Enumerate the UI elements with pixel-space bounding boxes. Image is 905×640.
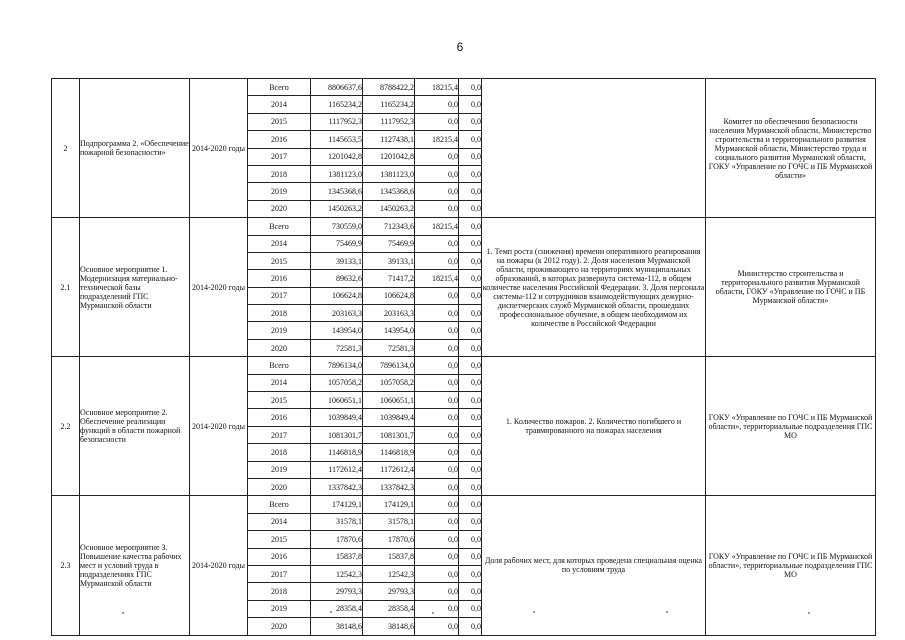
federal-budget-value: 0,0	[415, 252, 459, 269]
regional-budget-value: 1146818,9	[363, 444, 415, 461]
federal-budget-value: 0,0	[415, 409, 459, 426]
total-value: 15837,8	[311, 548, 363, 565]
total-value: 1081301,7	[311, 426, 363, 443]
other-source-value: 0,0	[459, 565, 482, 582]
year-label: 2017	[248, 148, 311, 165]
total-value: 8806637,6	[311, 79, 363, 96]
federal-budget-value: 0,0	[415, 548, 459, 565]
other-source-value: 0,0	[459, 218, 482, 235]
total-value: 203163,3	[311, 305, 363, 322]
other-source-value: 0,0	[459, 496, 482, 513]
regional-budget-value: 1337842,3	[363, 478, 415, 495]
federal-budget-value: 0,0	[415, 618, 459, 635]
total-value: 174129,1	[311, 496, 363, 513]
year-label: 2018	[248, 305, 311, 322]
year-label: 2015	[248, 531, 311, 548]
table-row	[52, 218, 876, 235]
federal-budget-value: 0,0	[415, 183, 459, 200]
federal-budget-value: 0,0	[415, 305, 459, 322]
other-source-value: 0,0	[459, 374, 482, 391]
federal-budget-value: 18215,4	[415, 218, 459, 235]
year-label: 2019	[248, 600, 311, 617]
item-number: 2	[52, 79, 80, 218]
federal-budget-value: 0,0	[415, 426, 459, 443]
total-value: 31578,1	[311, 513, 363, 530]
item-number: 2.3	[52, 496, 80, 635]
regional-budget-value: 712343,6	[363, 218, 415, 235]
regional-budget-value: 29793,3	[363, 583, 415, 600]
table-row	[52, 496, 876, 513]
year-label: 2015	[248, 392, 311, 409]
total-value: 730559,0	[311, 218, 363, 235]
year-label: 2016	[248, 409, 311, 426]
indicator-cell: 1. Темп роста (снижения) времени оперативного реагирования на пожары (к 2012 году). 2. Доля населения Мурманской области, проживающего на территориях муниципальных образований, в которых развернута система-112, в общем количестве населения Российской Федерации. 3. Доля персонала системы-112 и сотрудников взаимодействующих дежурно-диспетчерских служб Мурманской области, прошедших профессиональное обучение, в общем необходимом их количестве в Российской Федерации	[482, 218, 706, 357]
other-source-value: 0,0	[459, 392, 482, 409]
regional-budget-value: 1381123,0	[363, 165, 415, 182]
item-name: Основное мероприятие 3. Повышение качества рабочих мест и условий труда в подразделениях ГПС Мурманской области	[80, 496, 190, 635]
year-label: 2017	[248, 426, 311, 443]
regional-budget-value: 1127438,1	[363, 131, 415, 148]
total-value: 143954,0	[311, 322, 363, 339]
total-value: 72581,3	[311, 339, 363, 356]
year-label: Всего	[248, 357, 311, 374]
total-value: 29793,3	[311, 583, 363, 600]
federal-budget-value: 0,0	[415, 444, 459, 461]
scan-speck	[808, 612, 810, 614]
total-value: 1060651,1	[311, 392, 363, 409]
year-label: 2014	[248, 513, 311, 530]
total-value: 38148,6	[311, 618, 363, 635]
federal-budget-value: 0,0	[415, 374, 459, 391]
indicator-cell: Доля рабочих мест, для которых проведена специальная оценка по условиям труда	[482, 496, 706, 635]
total-value: 1381123,0	[311, 165, 363, 182]
other-source-value: 0,0	[459, 270, 482, 287]
scan-speck	[432, 612, 434, 614]
total-value: 12542,3	[311, 565, 363, 582]
other-source-value: 0,0	[459, 583, 482, 600]
other-source-value: 0,0	[459, 252, 482, 269]
regional-budget-value: 28358,4	[363, 600, 415, 617]
regional-budget-value: 15837,8	[363, 548, 415, 565]
regional-budget-value: 12542,3	[363, 565, 415, 582]
other-source-value: 0,0	[459, 113, 482, 130]
regional-budget-value: 38148,6	[363, 618, 415, 635]
other-source-value: 0,0	[459, 287, 482, 304]
year-label: Всего	[248, 496, 311, 513]
year-label: 2018	[248, 583, 311, 600]
other-source-value: 0,0	[459, 531, 482, 548]
federal-budget-value: 0,0	[415, 113, 459, 130]
other-source-value: 0,0	[459, 131, 482, 148]
year-label: 2015	[248, 113, 311, 130]
regional-budget-value: 143954,0	[363, 322, 415, 339]
regional-budget-value: 1201042,8	[363, 148, 415, 165]
other-source-value: 0,0	[459, 235, 482, 252]
total-value: 7896134,0	[311, 357, 363, 374]
year-label: 2014	[248, 235, 311, 252]
total-value: 28358,4	[311, 600, 363, 617]
federal-budget-value: 0,0	[415, 513, 459, 530]
other-source-value: 0,0	[459, 200, 482, 217]
other-source-value: 0,0	[459, 461, 482, 478]
year-label: 2018	[248, 444, 311, 461]
other-source-value: 0,0	[459, 148, 482, 165]
federal-budget-value: 0,0	[415, 600, 459, 617]
year-label: 2016	[248, 548, 311, 565]
regional-budget-value: 1039849,4	[363, 409, 415, 426]
regional-budget-value: 1117952,3	[363, 113, 415, 130]
page-number: 6	[456, 40, 464, 54]
other-source-value: 0,0	[459, 618, 482, 635]
federal-budget-value: 0,0	[415, 96, 459, 113]
item-name: Подпрограмма 2. «Обеспечение пожарной безопасности»	[80, 79, 190, 218]
year-label: 2019	[248, 322, 311, 339]
item-name: Основное мероприятие 1. Модернизация материально-технической базы подразделений ГПС Мурманской области	[80, 218, 190, 357]
year-label: 2020	[248, 618, 311, 635]
indicator-cell: 1. Количество пожаров. 2. Количество погибшего и травмированного на пожарах населения	[482, 357, 706, 496]
regional-budget-value: 1057058,2	[363, 374, 415, 391]
year-label: 2017	[248, 565, 311, 582]
other-source-value: 0,0	[459, 322, 482, 339]
executor-cell: Комитет по обеспечению безопасности населения Мурманской области, Министерство строительства и территориального развития Мурманской области, Министерство труда и социального развития Мурманской области, ГОКУ «Управление по ГОЧС и ПБ Мурманской области»	[706, 79, 876, 218]
federal-budget-value: 0,0	[415, 357, 459, 374]
federal-budget-value: 0,0	[415, 496, 459, 513]
other-source-value: 0,0	[459, 165, 482, 182]
federal-budget-value: 0,0	[415, 392, 459, 409]
total-value: 1165234,2	[311, 96, 363, 113]
year-label: 2016	[248, 270, 311, 287]
other-source-value: 0,0	[459, 444, 482, 461]
regional-budget-value: 31578,1	[363, 513, 415, 530]
federal-budget-value: 18215,4	[415, 270, 459, 287]
federal-budget-value: 0,0	[415, 148, 459, 165]
other-source-value: 0,0	[459, 513, 482, 530]
federal-budget-value: 0,0	[415, 322, 459, 339]
year-label: 2014	[248, 96, 311, 113]
federal-budget-value: 0,0	[415, 531, 459, 548]
total-value: 1345368,6	[311, 183, 363, 200]
year-label: 2020	[248, 478, 311, 495]
regional-budget-value: 1165234,2	[363, 96, 415, 113]
federal-budget-value: 18215,4	[415, 131, 459, 148]
year-label: 2017	[248, 287, 311, 304]
scan-speck	[533, 611, 535, 613]
total-value: 106624,8	[311, 287, 363, 304]
regional-budget-value: 106624,8	[363, 287, 415, 304]
other-source-value: 0,0	[459, 478, 482, 495]
federal-budget-value: 0,0	[415, 235, 459, 252]
table-row	[52, 357, 876, 374]
year-label: 2020	[248, 200, 311, 217]
total-value: 89632,6	[311, 270, 363, 287]
other-source-value: 0,0	[459, 96, 482, 113]
regional-budget-value: 1345368,6	[363, 183, 415, 200]
regional-budget-value: 39133,1	[363, 252, 415, 269]
regional-budget-value: 8788422,2	[363, 79, 415, 96]
year-label: 2019	[248, 461, 311, 478]
item-number: 2.2	[52, 357, 80, 496]
other-source-value: 0,0	[459, 339, 482, 356]
total-value: 1039849,4	[311, 409, 363, 426]
indicator-cell	[482, 79, 706, 218]
item-name: Основное мероприятие 2. Обеспечение реализации функций в области пожарной безопасности	[80, 357, 190, 496]
regional-budget-value: 17870,6	[363, 531, 415, 548]
year-label: 2015	[248, 252, 311, 269]
year-label: 2020	[248, 339, 311, 356]
year-label: Всего	[248, 79, 311, 96]
year-label: 2014	[248, 374, 311, 391]
regional-budget-value: 71417,2	[363, 270, 415, 287]
regional-budget-value: 1081301,7	[363, 426, 415, 443]
item-period: 2014-2020 годы	[190, 357, 248, 496]
federal-budget-value: 0,0	[415, 287, 459, 304]
total-value: 17870,6	[311, 531, 363, 548]
executor-cell: ГОКУ «Управление по ГОЧС и ПБ Мурманской области», территориальные подразделения ГПС МО	[706, 357, 876, 496]
total-value: 1117952,3	[311, 113, 363, 130]
other-source-value: 0,0	[459, 600, 482, 617]
federal-budget-value: 0,0	[415, 478, 459, 495]
scan-speck	[666, 611, 668, 613]
regional-budget-value: 174129,1	[363, 496, 415, 513]
federal-budget-value: 0,0	[415, 200, 459, 217]
year-label: 2018	[248, 165, 311, 182]
other-source-value: 0,0	[459, 548, 482, 565]
regional-budget-value: 1060651,1	[363, 392, 415, 409]
scan-speck	[330, 611, 332, 613]
total-value: 39133,1	[311, 252, 363, 269]
year-label: 2019	[248, 183, 311, 200]
regional-budget-value: 1450263,2	[363, 200, 415, 217]
total-value: 1201042,8	[311, 148, 363, 165]
federal-budget-value: 18215,4	[415, 79, 459, 96]
other-source-value: 0,0	[459, 183, 482, 200]
other-source-value: 0,0	[459, 357, 482, 374]
federal-budget-value: 0,0	[415, 165, 459, 182]
total-value: 1146818,9	[311, 444, 363, 461]
regional-budget-value: 72581,3	[363, 339, 415, 356]
regional-budget-value: 1172612,4	[363, 461, 415, 478]
total-value: 1337842,3	[311, 478, 363, 495]
executor-cell: ГОКУ «Управление по ГОЧС и ПБ Мурманской области», территориальные подразделения ГПС МО	[706, 496, 876, 635]
total-value: 1450263,2	[311, 200, 363, 217]
regional-budget-value: 203163,3	[363, 305, 415, 322]
other-source-value: 0,0	[459, 426, 482, 443]
table-row	[52, 79, 876, 96]
total-value: 1172612,4	[311, 461, 363, 478]
other-source-value: 0,0	[459, 79, 482, 96]
total-value: 1057058,2	[311, 374, 363, 391]
regional-budget-value: 75469,9	[363, 235, 415, 252]
other-source-value: 0,0	[459, 305, 482, 322]
item-period: 2014-2020 годы	[190, 496, 248, 635]
item-period: 2014-2020 годы	[190, 79, 248, 218]
total-value: 75469,9	[311, 235, 363, 252]
executor-cell: Министерство строительства и территориального развития Мурманской области, ГОКУ «Управление по ГОЧС и ПБ Мурманской области»	[706, 218, 876, 357]
federal-budget-value: 0,0	[415, 583, 459, 600]
year-label: 2016	[248, 131, 311, 148]
scan-speck	[122, 612, 124, 614]
federal-budget-value: 0,0	[415, 461, 459, 478]
other-source-value: 0,0	[459, 409, 482, 426]
item-period: 2014-2020 годы	[190, 218, 248, 357]
year-label: Всего	[248, 218, 311, 235]
item-number: 2.1	[52, 218, 80, 357]
federal-budget-value: 0,0	[415, 565, 459, 582]
program-table	[51, 78, 876, 636]
total-value: 1145653,5	[311, 131, 363, 148]
federal-budget-value: 0,0	[415, 339, 459, 356]
regional-budget-value: 7896134,0	[363, 357, 415, 374]
